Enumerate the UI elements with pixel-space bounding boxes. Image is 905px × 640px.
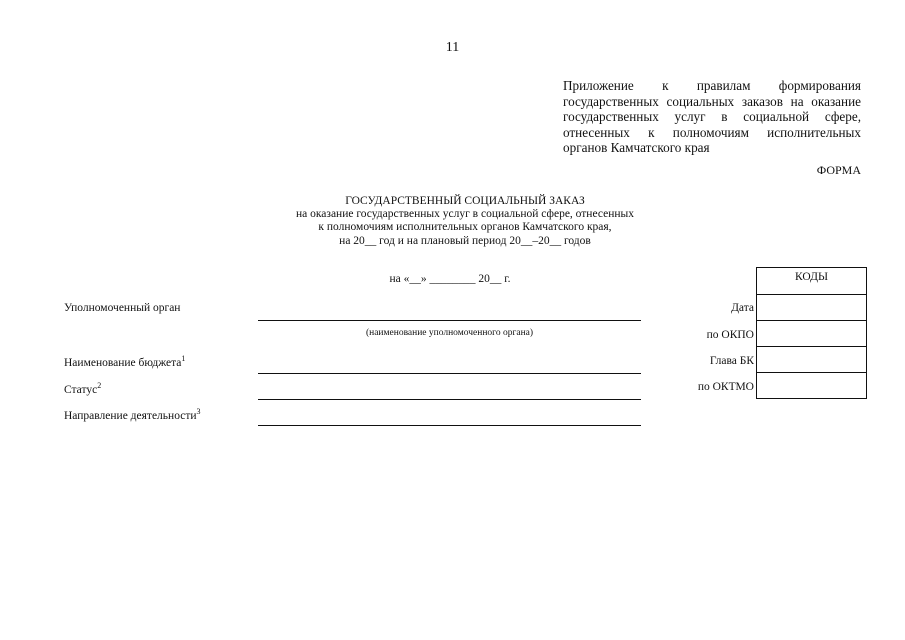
status-footnote-mark: 2 <box>97 381 102 390</box>
codes-header: КОДЫ <box>757 268 867 295</box>
document-title <box>200 195 730 248</box>
title-line-2: на оказание государственных услуг в социальной сфере, отнесенных <box>296 208 634 221</box>
order-date-line: на «__» ________ 20__ г. <box>389 273 511 285</box>
form-label: ФОРМА <box>816 163 861 177</box>
title-line-3: к полномочиям исполнительных органов Камчатского края, <box>318 221 612 234</box>
status-fill-line[interactable] <box>258 399 641 400</box>
code-cell-budget-chapter[interactable] <box>757 347 867 373</box>
code-label-okpo: по ОКПО <box>706 329 754 341</box>
code-label-oktmo: по ОКТМО <box>697 381 754 393</box>
codes-table <box>756 267 867 399</box>
status-label-text: Статус <box>64 383 98 396</box>
direction-footnote-mark: 3 <box>196 407 201 416</box>
code-cell-okpo[interactable] <box>757 321 867 347</box>
page-number: 11 <box>445 40 460 55</box>
status-label <box>64 381 101 396</box>
authority-label <box>64 302 180 314</box>
appendix-note: Приложение к правилам формирования государственных социальных заказов на оказание государственных услуг в социальной сфере, отнесенных к полномочиям исполнительных органов Камчатского края <box>563 78 861 155</box>
title-line-4: на 20__ год и на плановый период 20__–20__ годов <box>339 234 591 247</box>
direction-label <box>64 407 201 422</box>
authority-fill-line[interactable] <box>258 320 641 321</box>
budget-label <box>64 354 185 369</box>
code-cell-oktmo[interactable] <box>757 373 867 399</box>
title-line-1: ГОСУДАРСТВЕННЫЙ СОЦИАЛЬНЫЙ ЗАКАЗ <box>345 195 585 207</box>
authority-label-text: Уполномоченный орган <box>64 302 181 314</box>
direction-fill-line[interactable] <box>258 425 641 426</box>
code-label-date: Дата <box>731 302 754 314</box>
authority-hint: (наименование уполномоченного органа) <box>365 328 534 338</box>
direction-label-text: Направление деятельности <box>64 409 197 422</box>
code-cell-date[interactable] <box>757 295 867 321</box>
code-label-budget-chapter: Глава БК <box>709 355 754 367</box>
budget-footnote-mark: 1 <box>181 354 186 363</box>
budget-fill-line[interactable] <box>258 373 641 374</box>
budget-label-text: Наименование бюджета <box>64 356 182 369</box>
